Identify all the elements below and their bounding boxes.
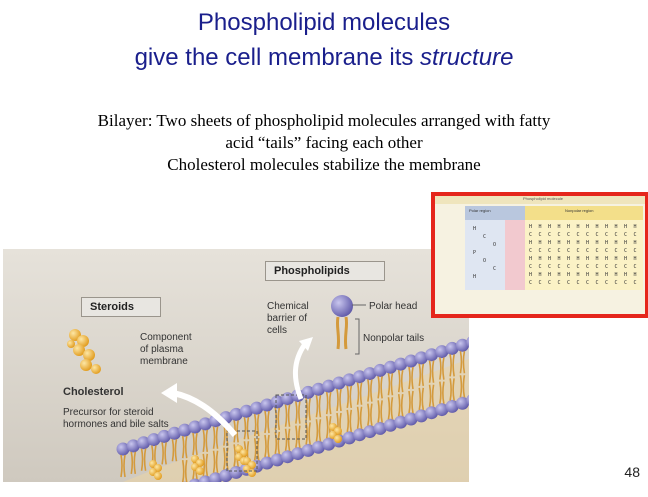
thumb-chain-atom: C	[576, 232, 580, 238]
component-line: membrane	[140, 356, 188, 367]
thumb-chain-atom: H	[548, 240, 552, 246]
membrane-cholesterol	[334, 435, 342, 443]
thumb-chain-atom: C	[538, 232, 542, 238]
thumb-chain-atom: H	[633, 272, 637, 278]
body-line-3: Cholesterol molecules stabilize the membrane	[167, 155, 481, 174]
component-line: of plasma	[140, 344, 184, 355]
steroids-label: Steroids	[90, 301, 135, 313]
thumb-chain-atom: H	[624, 272, 628, 278]
thumb-chain-atom: C	[624, 248, 628, 254]
thumb-chain-atom: C	[624, 264, 628, 270]
chemical-barrier-line: cells	[267, 325, 288, 336]
thumb-chain-atom: C	[567, 280, 571, 286]
thumb-chain-atom: C	[605, 248, 609, 254]
thumb-chain-atom: C	[529, 280, 533, 286]
thumb-chain-atom: H	[548, 256, 552, 262]
thumb-chain-atom: C	[557, 232, 561, 238]
thumb-chain-atom: C	[557, 264, 561, 270]
thumb-polar-region	[465, 220, 505, 290]
thumb-chain-atom: H	[529, 224, 533, 230]
thumb-head-atom: O	[493, 242, 497, 248]
nonpolar-tails-label: Nonpolar tails	[363, 333, 425, 344]
thumb-chain-atom: C	[529, 264, 533, 270]
thumb-chain-atom: C	[633, 264, 637, 270]
thumb-chain-atom: H	[605, 224, 609, 230]
thumb-chain-atom: H	[605, 272, 609, 278]
thumb-chain-atom: H	[557, 272, 561, 278]
steroids-label-box	[81, 297, 161, 317]
component-label	[140, 332, 192, 368]
thumb-chain-atom: C	[586, 280, 590, 286]
thumb-chain-atom: H	[586, 224, 590, 230]
thumb-chain-atom: H	[567, 224, 571, 230]
title-italic-word: structure	[420, 44, 514, 71]
thumb-chain-atom: C	[624, 280, 628, 286]
thumb-chain-atom: H	[586, 256, 590, 262]
thumb-chain-atom: H	[595, 272, 599, 278]
thumb-chain-atom: H	[605, 256, 609, 262]
thumb-chain-atom: C	[548, 232, 552, 238]
thumb-polar-text: Polar region	[469, 208, 491, 213]
thumb-chain-atom: C	[614, 248, 618, 254]
thumb-chain-atom: C	[595, 248, 599, 254]
thumb-head-atom: O	[483, 258, 487, 264]
thumb-chain-atom: C	[624, 232, 628, 238]
thumb-chain-atom: H	[624, 240, 628, 246]
membrane-cholesterol	[154, 472, 162, 480]
thumb-chain-atom: C	[548, 248, 552, 254]
thumb-chain-atom: H	[624, 224, 628, 230]
thumb-head-atom: H	[473, 226, 477, 232]
thumb-nonpolar-text: Nonpolar region	[565, 208, 594, 213]
title-line-1: Phospholipid molecules	[197, 9, 451, 36]
thumb-chain-atom: H	[557, 224, 561, 230]
thumb-chain-atom: C	[614, 264, 618, 270]
thumb-chain-atom: H	[567, 240, 571, 246]
phospholipid-structure-thumbnail	[431, 192, 648, 318]
thumb-chain-atom: H	[576, 272, 580, 278]
thumb-chain-atom: H	[576, 240, 580, 246]
thumb-chain-atom: C	[633, 232, 637, 238]
thumb-chain-atom: C	[605, 264, 609, 270]
title-line-2-text: give the cell membrane its	[134, 44, 421, 71]
thumb-chain-atom: H	[557, 240, 561, 246]
thumb-chain-atom: H	[538, 240, 542, 246]
thumb-chain-atom: C	[595, 264, 599, 270]
precursor-line: hormones and bile salts	[63, 419, 169, 430]
thumb-chain-atom: H	[529, 256, 533, 262]
thumb-chain-atom: C	[548, 264, 552, 270]
precursor-label	[63, 407, 169, 431]
thumb-chain-atom: H	[567, 272, 571, 278]
thumb-chain-atom: H	[557, 256, 561, 262]
thumb-head-atom: C	[493, 266, 497, 272]
thumb-chain-atom: C	[605, 280, 609, 286]
thumb-chain-atom: C	[586, 248, 590, 254]
thumb-chain-atom: C	[595, 232, 599, 238]
thumb-chain-atom: H	[538, 272, 542, 278]
thumb-chain-atom: H	[586, 272, 590, 278]
thumb-head-atom: H	[473, 274, 477, 280]
phospholipids-label: Phospholipids	[274, 265, 350, 277]
thumb-chain-atom: C	[586, 264, 590, 270]
thumb-chain-atom: H	[614, 272, 618, 278]
thumb-chain-atom: C	[614, 280, 618, 286]
thumb-chain-atom: H	[595, 224, 599, 230]
thumb-chain-atom: H	[633, 256, 637, 262]
thumb-chain-atom: H	[576, 224, 580, 230]
thumb-head-atom: P	[473, 250, 477, 256]
thumb-chain-atom: C	[567, 232, 571, 238]
thumb-chain-atom: H	[529, 240, 533, 246]
thumb-chain-atom: H	[538, 256, 542, 262]
phospholipids-label-box	[265, 261, 385, 281]
thumb-chain-atom: C	[633, 280, 637, 286]
phospholipid-head	[331, 295, 353, 317]
thumb-header-text: Phospholipid molecule	[523, 196, 564, 201]
thumb-chain-atom: C	[567, 248, 571, 254]
polar-head-label: Polar head	[369, 301, 418, 312]
page-number: 48	[624, 464, 640, 480]
thumb-chain-atom: H	[595, 256, 599, 262]
slide-body-text	[40, 110, 608, 176]
cholesterol-atom	[91, 364, 101, 374]
thumb-chain-atom: C	[576, 248, 580, 254]
thumb-chain-atom: C	[605, 232, 609, 238]
thumb-chain-atom: H	[567, 256, 571, 262]
thumb-chain-atom: H	[548, 224, 552, 230]
thumb-chain-atom: C	[557, 248, 561, 254]
body-line-1: Bilayer: Two sheets of phospholipid molecules arranged with fatty	[97, 111, 551, 130]
thumb-chain-atom: C	[595, 280, 599, 286]
membrane-cholesterol	[196, 467, 204, 475]
thumb-chain-atom: H	[586, 240, 590, 246]
phospholipid-structure-diagram	[435, 196, 645, 314]
thumb-chain-atom: C	[538, 248, 542, 254]
thumb-chain-atom: H	[614, 224, 618, 230]
cholesterol-label: Cholesterol	[63, 386, 124, 398]
precursor-line: Precursor for steroid	[63, 407, 154, 418]
thumb-pink-region	[505, 220, 525, 290]
thumb-chain-atom: C	[548, 280, 552, 286]
thumb-chain-atom: H	[605, 240, 609, 246]
chemical-barrier-line: Chemical	[267, 301, 309, 312]
thumb-chain-atom: H	[633, 240, 637, 246]
thumb-chain-atom: H	[529, 272, 533, 278]
thumb-chain-atom: C	[633, 248, 637, 254]
cholesterol-atom	[80, 359, 92, 371]
thumb-chain-atom: C	[576, 264, 580, 270]
chemical-barrier-line: barrier of	[267, 313, 308, 324]
thumb-chain-atom: C	[538, 280, 542, 286]
thumb-chain-atom: H	[548, 272, 552, 278]
component-line: Component	[140, 332, 192, 343]
thumb-head-atom: C	[483, 234, 487, 240]
thumb-chain-atom: H	[614, 256, 618, 262]
thumb-chain-atom: H	[576, 256, 580, 262]
thumb-chain-atom: C	[586, 232, 590, 238]
thumb-chain-atom: C	[529, 248, 533, 254]
title-line-2	[0, 43, 648, 73]
membrane-cholesterol	[248, 469, 256, 477]
thumb-chain-atom: C	[567, 264, 571, 270]
thumb-chain-atom: C	[538, 264, 542, 270]
thumb-chain-atom: C	[529, 232, 533, 238]
thumb-chain-atom: H	[633, 224, 637, 230]
cholesterol-atom	[67, 340, 75, 348]
thumb-chain-atom: H	[595, 240, 599, 246]
thumb-chain-atom: H	[624, 256, 628, 262]
membrane-illustration	[3, 249, 469, 482]
membrane-figure	[3, 249, 469, 482]
thumb-chain-atom: C	[576, 280, 580, 286]
thumb-chain-atom: H	[538, 224, 542, 230]
body-line-2: acid “tails” facing each other	[225, 133, 423, 152]
thumb-chain-atom: C	[557, 280, 561, 286]
thumb-chain-atom: C	[614, 232, 618, 238]
thumb-chain-atom: H	[614, 240, 618, 246]
chemical-barrier-label	[267, 301, 309, 337]
